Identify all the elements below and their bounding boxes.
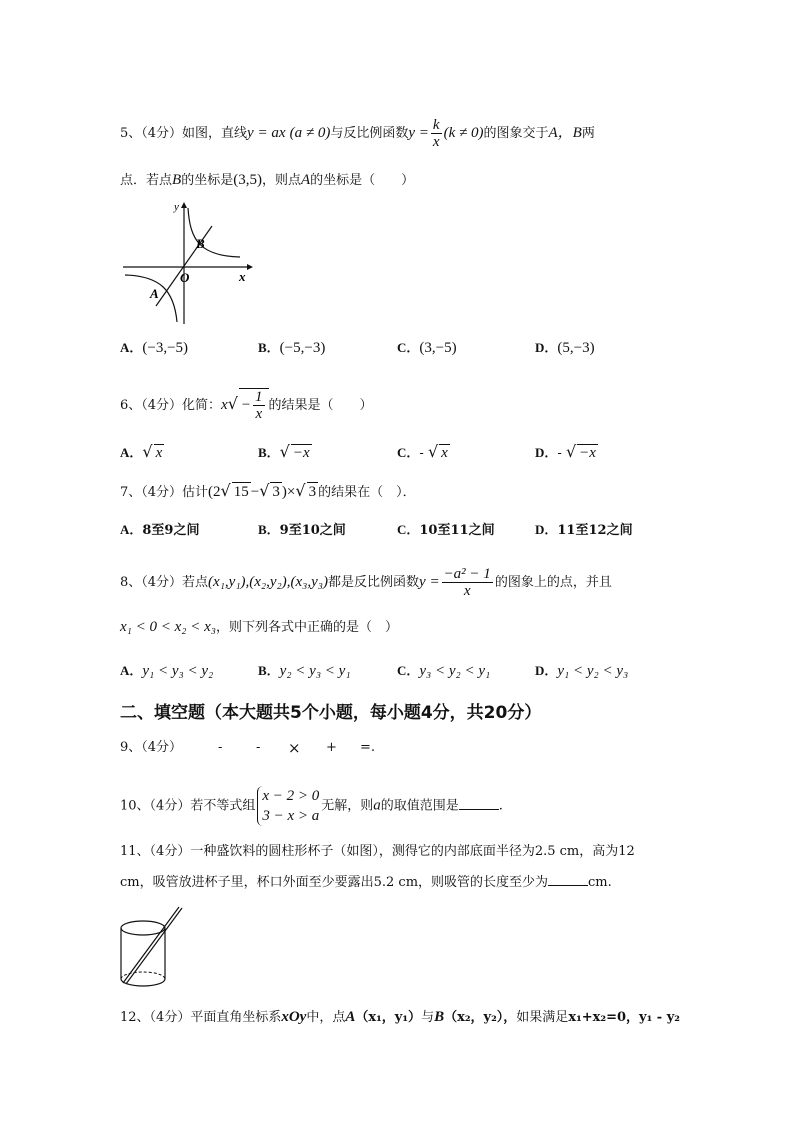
q7-option-c-value: 10至11之间 [419,523,495,538]
q5-point-b: B [172,172,182,188]
q11-cup-top [121,921,165,935]
q5-eq2-lhs: y = [408,125,429,141]
q6-option-d-label: D． [535,445,558,460]
q6-option-a-label: A． [120,445,143,460]
q8-mid: 都是反比例函数 [328,575,420,590]
q5-option-d-label: D． [535,340,558,355]
q9-op-2: - [256,740,261,755]
q8-frac-num: −a² − 1 [443,566,491,582]
q7-option-a-value: 8至9之间 [142,523,200,538]
q6-text: 6、（4分）化简： [120,398,222,413]
q5-option-a-label: A． [120,340,143,355]
q7-rad2: 3 [272,484,280,500]
q5-cond2: (k ≠ 0) [443,125,484,141]
q10-tail: 的取值范围是 [380,798,459,814]
q12-line [120,1008,680,1027]
q7-option-a[interactable] [120,519,199,538]
q6-line [120,388,373,422]
q5-x-arrow-icon [247,264,253,270]
q6-option-b-radical-icon: √ [279,442,290,461]
q5-text-tail: 的图象交于 [483,126,549,141]
q6-frac-num: 1 [255,389,263,405]
q7-tail: 的结果在（ ）． [318,485,416,500]
q8-option-d-value: y₁ < y₂ < y₃ [557,663,629,679]
q7-option-a-label: A． [120,522,143,537]
q8-lhs: y = [419,574,440,590]
q5-label-x: x [239,269,246,284]
q8-option-b-value: y₂ < y₃ < y₁ [279,663,351,679]
q6-option-c[interactable] [397,442,450,462]
q10-end: . [498,798,503,814]
q6-option-a-radicand: x [155,445,163,461]
q5-option-b-value: (−5,−3) [279,340,326,356]
q6-option-d-radical-icon: √ [565,442,577,461]
q5-text-tail2: 两 [581,126,595,141]
q5-point-a: A [300,172,311,188]
q8-option-c[interactable] [397,660,490,680]
q7-rad1: 15 [233,484,249,500]
q12-t2: 与 [421,1010,435,1025]
q7-option-b[interactable] [258,519,346,538]
q9-op-5: =. [360,740,376,755]
q11-answer-blank[interactable] [548,873,588,886]
q6-option-a-radical-icon: √ [142,442,153,461]
q12-t3: 如果满足 [516,1010,569,1025]
q5-cond1: (a ≠ 0) [289,125,331,141]
q5-line2-a: 点．若点 [120,173,173,188]
q8-line2 [120,618,398,637]
q10-a: a [373,797,381,814]
q5-line2 [120,171,414,190]
q6-option-c-radicand: x [441,445,448,461]
q5-option-d-value: (5,−3) [557,340,595,356]
q6-option-c-label: C． [397,445,420,460]
q8-option-a-value: y₁ < y₃ < y₂ [142,663,214,679]
q7-option-c-label: C． [397,522,420,537]
q8-tail: 的图象上的点，并且 [494,575,612,590]
q5-frac-num: k [432,117,440,133]
q10-ineq-1: x − 2 > 0 [262,788,320,804]
q8-option-c-value: y₃ < y₂ < y₁ [419,663,491,679]
q9-line [120,739,376,757]
q7-option-b-label: B． [258,522,280,537]
q5-frac-den: x [432,134,440,150]
q5-label-y: y [174,201,179,213]
q8-frac-den: x [463,583,471,599]
q5-option-c-value: (3,−5) [419,340,457,356]
q10-mid: 无解，则 [321,798,374,814]
q5-y-arrow-icon [181,202,187,208]
q5-text-start: 5、（4分）如图，直线 [120,126,248,141]
q10-inequality-system [257,786,319,826]
q8-option-b-label: B． [258,663,280,678]
q5-option-c[interactable] [397,337,457,357]
q11-line1: 11、（4分）一种盛饮料的圆柱形杯子（如图），测得它的内部底面半径为2.5 cm，高为12 [120,844,635,859]
q6-option-c-radical-icon: √ [427,442,439,461]
section-title: 二、填空题（本大题共5个小题，每小题4分，共20分） [120,703,542,723]
q6-frac-den: x [255,406,263,422]
q8-option-d[interactable] [535,660,628,680]
q12-b: B [434,1009,445,1025]
q6-option-a[interactable] [120,442,164,462]
q5-label-a: A [150,286,159,301]
q12-pa: （x₁，y₁） [355,1010,422,1025]
q6-option-d-pre: - [557,446,562,461]
q5-line2-d: 的坐标是（ ） [310,173,415,188]
q7-expr-b: − [250,484,260,500]
q8-option-c-label: C． [397,663,420,678]
q5-option-b-label: B． [258,340,280,355]
q7-option-d[interactable] [535,519,633,538]
q5-option-a[interactable] [120,337,188,357]
q7-option-d-label: D． [535,522,558,537]
q7-option-b-value: 9至10之间 [279,523,346,538]
q6-option-d[interactable] [535,442,598,462]
q7-expr-c: )× [281,484,296,500]
q11-cup-bottom-back [121,972,165,979]
q9-op-3: × [288,739,301,757]
q7-text: 7、（4分）估计 [120,485,209,500]
q5-line2-b: 的坐标是 [181,173,234,188]
q8-line2-tail: ，则下列各式中正确的是（ ） [215,620,398,635]
q9-op-4: + [326,740,337,755]
q5-option-d[interactable] [535,337,595,357]
q6-option-b[interactable] [258,442,312,462]
q8-option-a-label: A． [120,663,143,678]
q9-text: 9、（4分） [120,740,183,755]
q8-option-b[interactable] [258,660,351,680]
q6-x: x [221,397,228,413]
q6-option-c-pre: - [419,446,424,461]
q12-a: A [345,1009,356,1025]
q7-radical2-icon: √ [259,481,270,500]
q5-option-c-label: C． [397,340,420,355]
q10-ineq-2: 3 − x > a [262,808,320,824]
q12-xoy: xOy [281,1009,307,1025]
q5-eq-line: y = ax [247,125,286,141]
q7-expr-a: (2 [208,484,221,500]
q8-line1 [120,566,612,599]
q11-cup-figure [116,904,186,990]
q8-condition: x₁ < 0 < x₂ < x₃ [120,619,216,635]
q8-option-d-label: D． [535,663,558,678]
q7-rad3: 3 [308,484,317,500]
q11-straw-edge-1 [123,907,179,983]
q8-option-a[interactable] [120,660,213,680]
q8-fraction [442,566,493,599]
q11-line2-text: cm，吸管放进杯子里，杯口外面至少要露出5.2 cm，则吸管的长度至少为 [120,875,549,890]
q7-radical3-icon: √ [295,481,306,500]
q5-points: A，B [548,125,582,141]
q5-label-b: B [196,236,205,251]
q12-t1: 中，点 [306,1010,346,1025]
q11-line2 [120,873,612,892]
q6-option-b-label: B． [258,445,280,460]
q5-option-a-value: (−3,−5) [142,340,189,356]
q5-option-b[interactable] [258,337,325,357]
q6-radicand [239,388,269,422]
q5-fraction [431,117,442,150]
q6-neg: − [240,397,252,413]
q12-text: 12、（4分）平面直角坐标系 [120,1010,282,1025]
q8-text: 8、（4分）若点 [120,575,209,590]
q5-graph [120,200,255,328]
q10-text: 10、（4分）若不等式组 [120,798,256,814]
q5-line1 [120,117,595,150]
q6-tail: 的结果是（ ） [268,398,373,413]
q10-line [120,786,503,826]
q5-line2-c: ，则点 [261,173,301,188]
q6-radical-icon: √ [227,394,238,413]
q6-option-d-radicand: −x [579,445,596,461]
q6-option-b-radicand: −x [292,445,310,461]
q6-fraction [253,389,265,422]
q5-coord: (3,5) [233,172,262,188]
q7-option-d-value: 11至12之间 [557,523,633,538]
q7-option-c[interactable] [397,519,495,538]
q10-answer-blank[interactable] [459,797,499,810]
q7-radical1-icon: √ [220,481,231,500]
q7-line [120,482,416,502]
q12-pb: （x₂，y₂）， [444,1010,517,1025]
q5-label-o: O [180,270,190,285]
q5-text-mid: 与反比例函数 [330,126,409,141]
q11-line2-unit: cm. [588,875,612,890]
q9-op-1: - [218,740,223,755]
q8-points: (x₁,y₁),(x₂,y₂),(x₃,y₃) [208,574,329,590]
q12-condition: x₁+x₂=0，y₁ - y₂ [568,1010,680,1025]
